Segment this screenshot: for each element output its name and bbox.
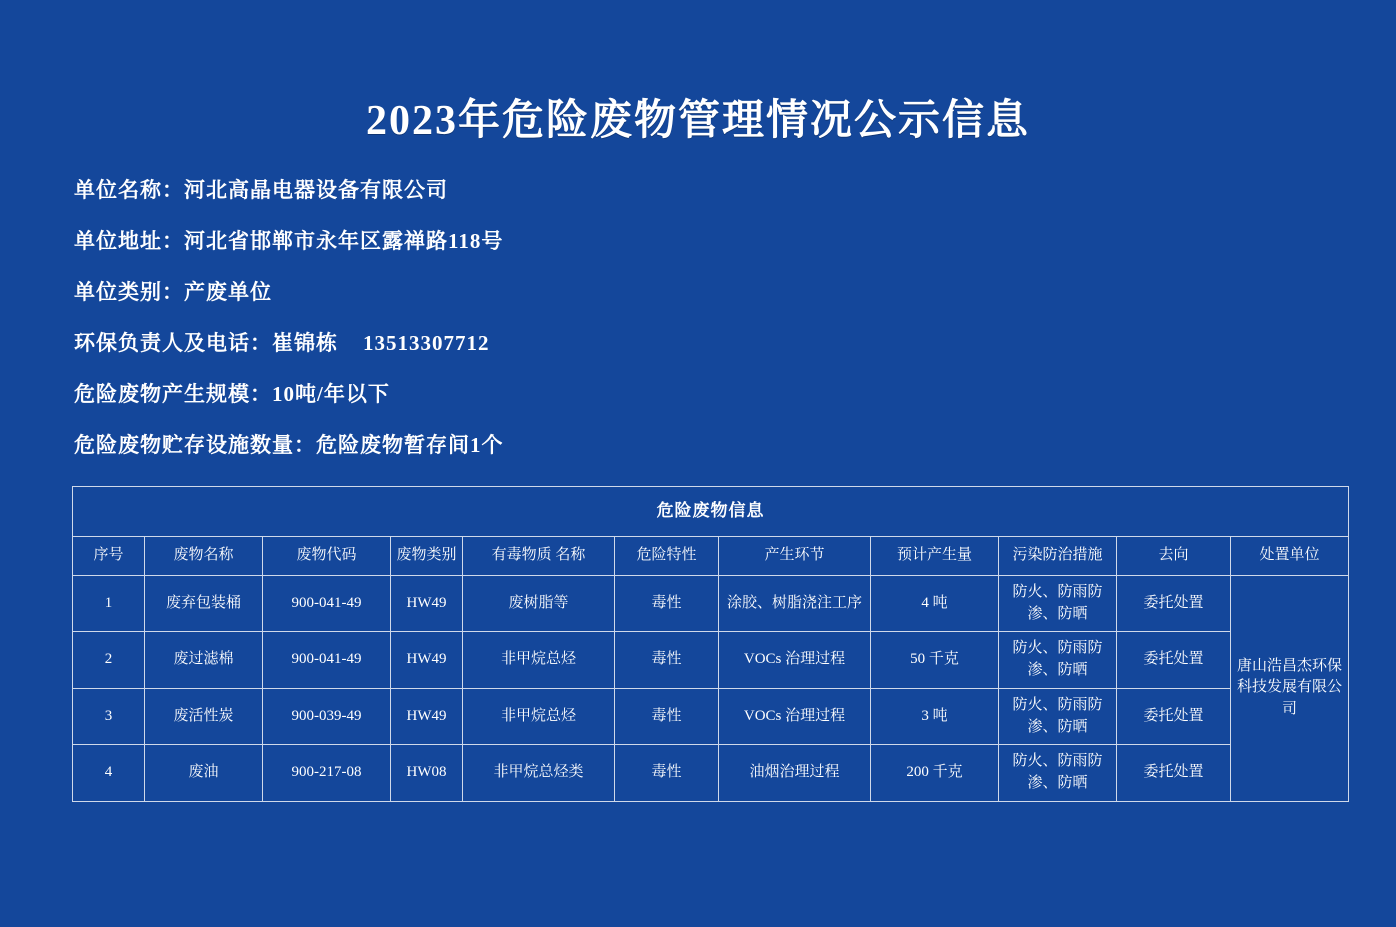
column-header-hazard-property: 危险特性 (615, 537, 719, 576)
cell-waste-name: 废活性炭 (145, 688, 263, 745)
column-header-waste-category: 废物类别 (391, 537, 463, 576)
cell-estimated-amount: 50 千克 (871, 632, 999, 689)
info-env-contact: 环保负责人及电话：崔锦栋 13513307712 (74, 331, 490, 356)
column-header-waste-code: 废物代码 (263, 537, 391, 576)
cell-generation-stage: VOCs 治理过程 (719, 632, 871, 689)
cell-destination: 委托处置 (1117, 688, 1231, 745)
cell-destination: 委托处置 (1117, 745, 1231, 802)
cell-pollution-control: 防火、防雨防渗、防晒 (999, 632, 1117, 689)
table-row (73, 688, 1349, 745)
cell-waste-name: 废过滤棉 (145, 632, 263, 689)
cell-no: 1 (73, 575, 145, 632)
company-info-list (74, 180, 1324, 456)
column-header-generation-stage: 产生环节 (719, 537, 871, 576)
cell-pollution-control: 防火、防雨防渗、防晒 (999, 745, 1117, 802)
cell-estimated-amount: 200 千克 (871, 745, 999, 802)
cell-toxic-substance: 废树脂等 (463, 575, 615, 632)
cell-waste-category: HW08 (391, 745, 463, 802)
info-storage-facility-count: 危险废物贮存设施数量：危险废物暂存间1个 (74, 433, 504, 458)
cell-estimated-amount: 4 吨 (871, 575, 999, 632)
column-header-toxic-substance: 有毒物质 名称 (463, 537, 615, 576)
column-header-waste-name: 废物名称 (145, 537, 263, 576)
cell-waste-code: 900-041-49 (263, 632, 391, 689)
cell-pollution-control: 防火、防雨防渗、防晒 (999, 688, 1117, 745)
cell-hazard-property: 毒性 (615, 632, 719, 689)
cell-waste-code: 900-039-49 (263, 688, 391, 745)
cell-no: 2 (73, 632, 145, 689)
page-title: 2023年危险废物管理情况公示信息 (365, 98, 1030, 144)
column-header-disposal-unit: 处置单位 (1231, 537, 1349, 576)
cell-no: 3 (73, 688, 145, 745)
cell-toxic-substance: 非甲烷总烃 (463, 632, 615, 689)
cell-waste-code: 900-217-08 (263, 745, 391, 802)
cell-waste-code: 900-041-49 (263, 575, 391, 632)
column-header-destination: 去向 (1117, 537, 1231, 576)
cell-destination: 委托处置 (1117, 575, 1231, 632)
table-row (73, 575, 1349, 632)
cell-disposal-unit: 唐山浩昌杰环保科技发展有限公司 (1231, 575, 1349, 801)
cell-hazard-property: 毒性 (615, 688, 719, 745)
cell-generation-stage: VOCs 治理过程 (719, 688, 871, 745)
column-header-pollution-control: 污染防治措施 (999, 537, 1117, 576)
column-header-estimated-amount: 预计产生量 (871, 537, 999, 576)
info-unit-category: 单位类别：产废单位 (74, 280, 272, 305)
column-header-no: 序号 (73, 537, 145, 576)
hazardous-waste-table (72, 486, 1349, 801)
cell-hazard-property: 毒性 (615, 575, 719, 632)
cell-destination: 委托处置 (1117, 632, 1231, 689)
table-caption: 危险废物信息 (73, 487, 1349, 537)
cell-generation-stage: 涂胶、树脂浇注工序 (719, 575, 871, 632)
cell-estimated-amount: 3 吨 (871, 688, 999, 745)
cell-waste-category: HW49 (391, 688, 463, 745)
cell-waste-category: HW49 (391, 575, 463, 632)
cell-hazard-property: 毒性 (615, 745, 719, 802)
table-header-row (73, 537, 1349, 576)
cell-toxic-substance: 非甲烷总烃 (463, 688, 615, 745)
cell-generation-stage: 油烟治理过程 (719, 745, 871, 802)
cell-toxic-substance: 非甲烷总烃类 (463, 745, 615, 802)
cell-waste-name: 废油 (145, 745, 263, 802)
cell-no: 4 (73, 745, 145, 802)
cell-waste-name: 废弃包装桶 (145, 575, 263, 632)
info-unit-name: 单位名称：河北高晶电器设备有限公司 (74, 178, 448, 203)
cell-pollution-control: 防火、防雨防渗、防晒 (999, 575, 1117, 632)
table-row (73, 632, 1349, 689)
table-row (73, 745, 1349, 802)
info-waste-scale: 危险废物产生规模：10吨/年以下 (74, 382, 390, 407)
cell-waste-category: HW49 (391, 632, 463, 689)
info-unit-address: 单位地址：河北省邯郸市永年区露禅路118号 (74, 229, 504, 254)
table-caption-row (73, 487, 1349, 537)
